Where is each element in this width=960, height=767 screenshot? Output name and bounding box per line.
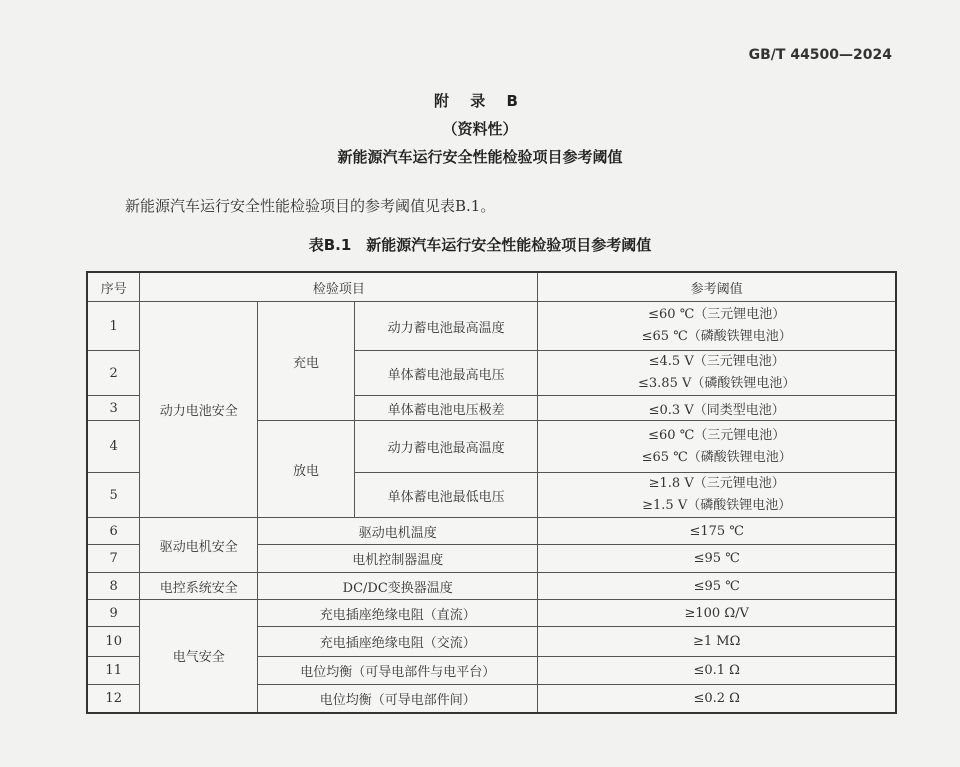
row-no: 5 <box>87 473 140 518</box>
threshold-cell: ≤175 ℃ <box>538 518 896 545</box>
threshold-table <box>86 271 897 714</box>
group-ecs-safety: 电控系统安全 <box>140 573 258 600</box>
item-cell: 充电插座绝缘电阻（直流） <box>258 600 538 627</box>
threshold-line: ≤3.85 V（磷酸铁锂电池） <box>638 376 796 391</box>
table-header-row <box>87 272 896 302</box>
threshold-cell: ≤0.2 Ω <box>538 685 896 713</box>
group-charge: 充电 <box>258 302 355 421</box>
row-no: 12 <box>87 685 140 713</box>
item-cell: 单体蓄电池电压极差 <box>354 396 538 421</box>
header-no: 序号 <box>87 272 140 302</box>
threshold-line: ≤60 ℃（三元锂电池） <box>648 307 786 322</box>
threshold-cell: ≥100 Ω/V <box>538 600 896 627</box>
item-cell: 动力蓄电池最高温度 <box>354 421 538 473</box>
row-no: 6 <box>87 518 140 545</box>
table-row <box>87 302 896 351</box>
item-cell: 电位均衡（可导电部件间） <box>258 685 538 713</box>
standard-code: GB/T 44500—2024 <box>748 47 892 63</box>
group-motor-safety: 驱动电机安全 <box>140 518 258 573</box>
threshold-cell: ≤95 ℃ <box>538 545 896 573</box>
header-item: 检验项目 <box>140 272 538 302</box>
group-discharge: 放电 <box>258 421 355 518</box>
group-electrical-safety: 电气安全 <box>140 600 258 713</box>
item-cell: 动力蓄电池最高温度 <box>354 302 538 351</box>
table-row <box>87 518 896 545</box>
row-no: 1 <box>87 302 140 351</box>
row-no: 2 <box>87 351 140 396</box>
threshold-line: ≥1.5 V（磷酸铁锂电池） <box>642 498 792 513</box>
item-cell: 充电插座绝缘电阻（交流） <box>258 627 538 657</box>
item-cell: 电位均衡（可导电部件与电平台） <box>258 657 538 685</box>
intro-paragraph: 新能源汽车运行安全性能检验项目的参考阈值见表B.1。 <box>125 197 496 215</box>
item-cell: 单体蓄电池最低电压 <box>354 473 538 518</box>
table-row <box>87 573 896 600</box>
threshold-line: ≤60 ℃（三元锂电池） <box>648 427 786 443</box>
threshold-cell <box>538 302 896 351</box>
table-caption: 表B.1 新能源汽车运行安全性能检验项目参考阈值 <box>308 236 652 254</box>
row-no: 4 <box>87 421 140 473</box>
header-threshold: 参考阈值 <box>538 272 896 302</box>
row-no: 7 <box>87 545 140 573</box>
threshold-line: ≤65 ℃（磷酸铁锂电池） <box>641 449 792 465</box>
threshold-cell: ≥1 MΩ <box>538 627 896 657</box>
item-cell: 单体蓄电池最高电压 <box>354 351 538 396</box>
item-cell: 驱动电机温度 <box>258 518 538 545</box>
threshold-cell: ≤95 ℃ <box>538 573 896 600</box>
threshold-line: ≥1.8 V（三元锂电池） <box>648 476 785 491</box>
group-battery-safety: 动力电池安全 <box>140 302 258 518</box>
threshold-line: ≤4.5 V（三元锂电池） <box>648 354 785 369</box>
row-no: 10 <box>87 627 140 657</box>
annex-title: 新能源汽车运行安全性能检验项目参考阈值 <box>337 148 623 166</box>
item-cell: 电机控制器温度 <box>258 545 538 573</box>
annex-nature: （资料性） <box>442 120 518 138</box>
annex-label: 附 录 B <box>434 92 526 110</box>
threshold-cell: ≤0.3 V（同类型电池） <box>538 396 896 421</box>
table-row <box>87 600 896 627</box>
row-no: 11 <box>87 657 140 685</box>
threshold-cell <box>538 351 896 396</box>
row-no: 9 <box>87 600 140 627</box>
threshold-cell <box>538 473 896 518</box>
threshold-cell: ≤0.1 Ω <box>538 657 896 685</box>
threshold-line: ≤65 ℃（磷酸铁锂电池） <box>641 329 792 344</box>
item-cell: DC/DC变换器温度 <box>258 573 538 600</box>
threshold-cell <box>538 421 896 473</box>
row-no: 8 <box>87 573 140 600</box>
row-no: 3 <box>87 396 140 421</box>
